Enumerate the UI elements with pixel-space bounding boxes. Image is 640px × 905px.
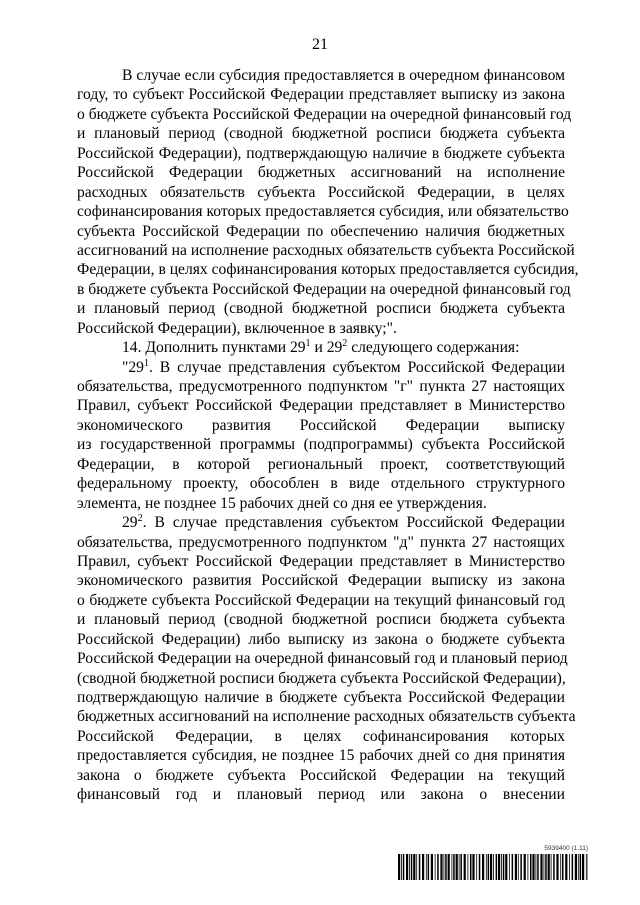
text-line: подтверждающую наличие в бюджете субъекта Российской Федерации [77,689,565,706]
text-line [77,513,565,532]
text-line: расходных обязательств субъекта Российской Федерации, в целях [77,183,565,201]
document-barcode [398,845,588,883]
text-line: о бюджете субъекта Российской Федерации на очередной финансовый год [77,105,572,123]
superscript: 1 [305,337,311,349]
text-line: из государственной программы (подпрограммы) субъекта Российской [77,436,565,454]
text-line: году, то субъект Российской Федерации представляет выписку из закона [77,86,565,104]
text-line: Российской Федерации на очередной финансовый год и плановый период [77,650,568,668]
paragraph-subsidy-next-year [77,66,579,338]
text-line: Федерации, в целях софинансирования которых предоставляется субсидия, [77,261,579,279]
text-line: Правил, субъект Российской Федерации представляет в Министерство [77,552,565,570]
barcode-icon [398,854,588,880]
text-line: Российской Федерации), подтверждающую наличие в бюджете субъекта [77,144,565,162]
page-number: 21 [312,36,328,53]
text-line: В случае если субсидия предоставляется в очередном финансовом [122,67,565,84]
clause-text: . В случае представления субъектом Российской Федерации [142,514,565,532]
superscript: 2 [342,337,348,349]
text-line: Российской Федерации) либо выписку из закона о бюджете субъекта [77,630,565,648]
barcode-code: 5939400 (1.11) [544,845,588,852]
text-line: софинансирования которых предоставляется субсидия, или обязательство [77,203,569,221]
text-line: субъекта Российской Федерации по обеспечению наличия бюджетных [77,222,565,240]
clause-text: . В случае представления субъектом Российской Федерации [148,358,565,376]
text-line: и плановый период (сводной бюджетной росписи бюджета субъекта [77,125,565,143]
item-14-text: и 29 [310,339,343,357]
text-line: финансовый год и плановый период или закона о внесении [77,786,565,804]
text-line: о бюджете субъекта Российской Федерации на текущий финансовый год [77,591,565,609]
text-line: обязательства, предусмотренного подпунктом "д" пункта 27 настоящих [77,533,565,551]
text-line: закона о бюджете субъекта Российской Федерации на текущий [77,766,565,784]
text-line: Федерации, в которой региональный проект, соответствующий [77,455,565,473]
text-line: элемента, не позднее 15 рабочих дней со дня ее утверждения. [77,494,487,512]
paragraph-29-1 [77,358,565,514]
text-line: предоставляется субсидия, не позднее 15 рабочих дней со дня принятия [77,747,565,765]
paragraph-29-2 [77,512,576,805]
item-14-text: следующего содержания: [347,339,520,357]
text-line: и плановый период (сводной бюджетной росписи бюджета субъекта [77,611,565,629]
text-line: бюджетных ассигнований на исполнение расходных обязательств субъекта [77,708,576,726]
text-line: и плановый период (сводной бюджетной росписи бюджета субъекта [77,300,565,318]
item-14-text: 14. Дополнить пунктами 29 [122,339,306,357]
superscript: 1 [143,357,149,369]
text-line: экономического развития Российской Федерации выписку [77,416,565,434]
text-line: в бюджете субъекта Российской Федерации на очередной финансовый год [77,280,571,298]
text-line: Правил, субъект Российской Федерации представляет в Министерство [77,397,565,415]
text-line: Российской Федерации, в целях софинансирования которых [77,727,565,745]
text-line: федеральному проекту, обособлен в виде отдельного структурного [77,475,565,493]
document-body [77,66,579,805]
text-line: Российской Федерации бюджетных ассигнований на исполнение [77,164,565,182]
text-line: ассигнований на исполнение расходных обязательств субъекта Российской [77,241,575,259]
item-14 [77,338,565,357]
text-line [77,358,565,377]
text-line: (сводной бюджетной росписи бюджета субъекта Российской Федерации), [77,669,566,687]
text-line: экономического развития Российской Федерации выписку из закона [77,572,565,590]
text-line: Российской Федерации), включенное в заявку;". [77,319,397,337]
text-line: обязательства, предусмотренного подпунктом "г" пункта 27 настоящих [77,378,565,395]
superscript: 2 [137,512,143,524]
clause-number: 29 [122,514,138,532]
clause-number: "29 [122,358,144,376]
